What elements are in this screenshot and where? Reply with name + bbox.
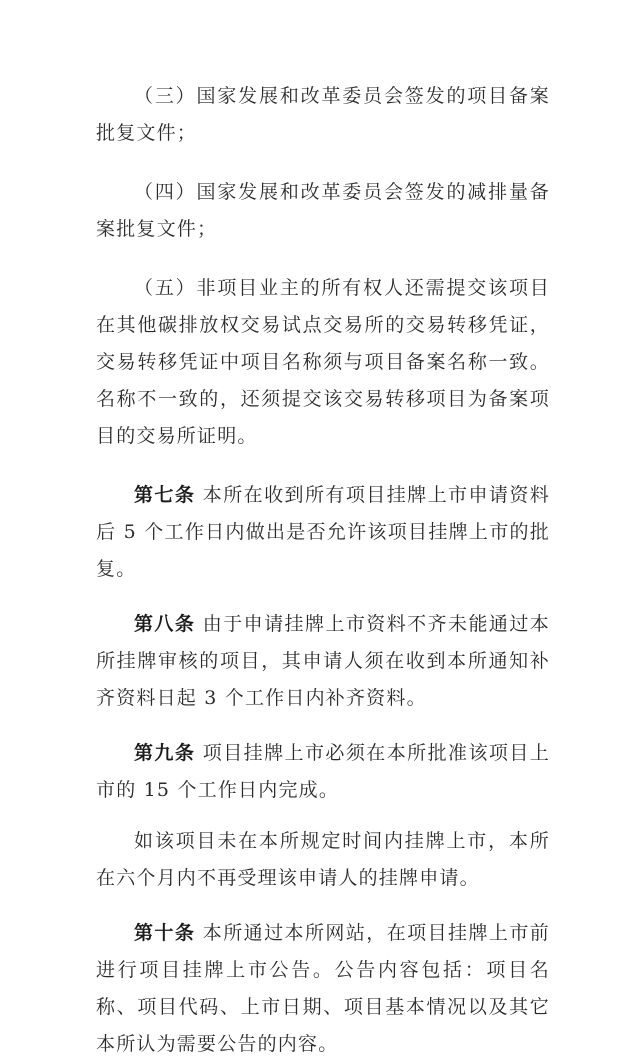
article-8	[96, 606, 550, 717]
paragraph-text: 如该项目未在本所规定时间内挂牌上市，本所在六个月内不再受理该申请人的挂牌申请。	[96, 830, 550, 889]
paragraph-item-3	[96, 78, 550, 152]
article-heading: 第十条	[134, 922, 196, 944]
article-9	[96, 735, 550, 809]
article-text: 由于申请挂牌上市资料不齐未能通过本所挂牌审核的项目，其申请人须在收到本所通知补齐资料日起 3 个工作日内补齐资料。	[96, 613, 550, 709]
paragraph-item-4	[96, 174, 550, 248]
paragraph-item-5	[96, 270, 550, 455]
article-heading: 第七条	[134, 484, 196, 506]
article-heading: 第九条	[134, 742, 196, 764]
article-7	[96, 477, 550, 588]
article-text: 本所通过本所网站，在项目挂牌上市前进行项目挂牌上市公告。公告内容包括：项目名称、项目代码、上市日期、项目基本情况以及其它本所认为需要公告的内容。	[96, 922, 550, 1055]
article-9-continuation	[96, 823, 550, 897]
article-text: 本所在收到所有项目挂牌上市申请资料后 5 个工作日内做出是否允许该项目挂牌上市的批复。	[96, 484, 550, 580]
paragraph-text: （三）国家发展和改革委员会签发的项目备案批复文件；	[96, 85, 550, 144]
article-10	[96, 915, 550, 1063]
article-text: 项目挂牌上市必须在本所批准该项目上市的 15 个工作日内完成。	[96, 742, 550, 801]
article-heading: 第八条	[134, 613, 196, 635]
paragraph-text: （四）国家发展和改革委员会签发的减排量备案批复文件；	[96, 181, 550, 240]
paragraph-text: （五）非项目业主的所有权人还需提交该项目在其他碳排放权交易试点交易所的交易转移凭证，交易转移凭证中项目名称须与项目备案名称一致。名称不一致的，还须提交该交易转移项目为备案项目的交易所证明。	[96, 277, 550, 447]
